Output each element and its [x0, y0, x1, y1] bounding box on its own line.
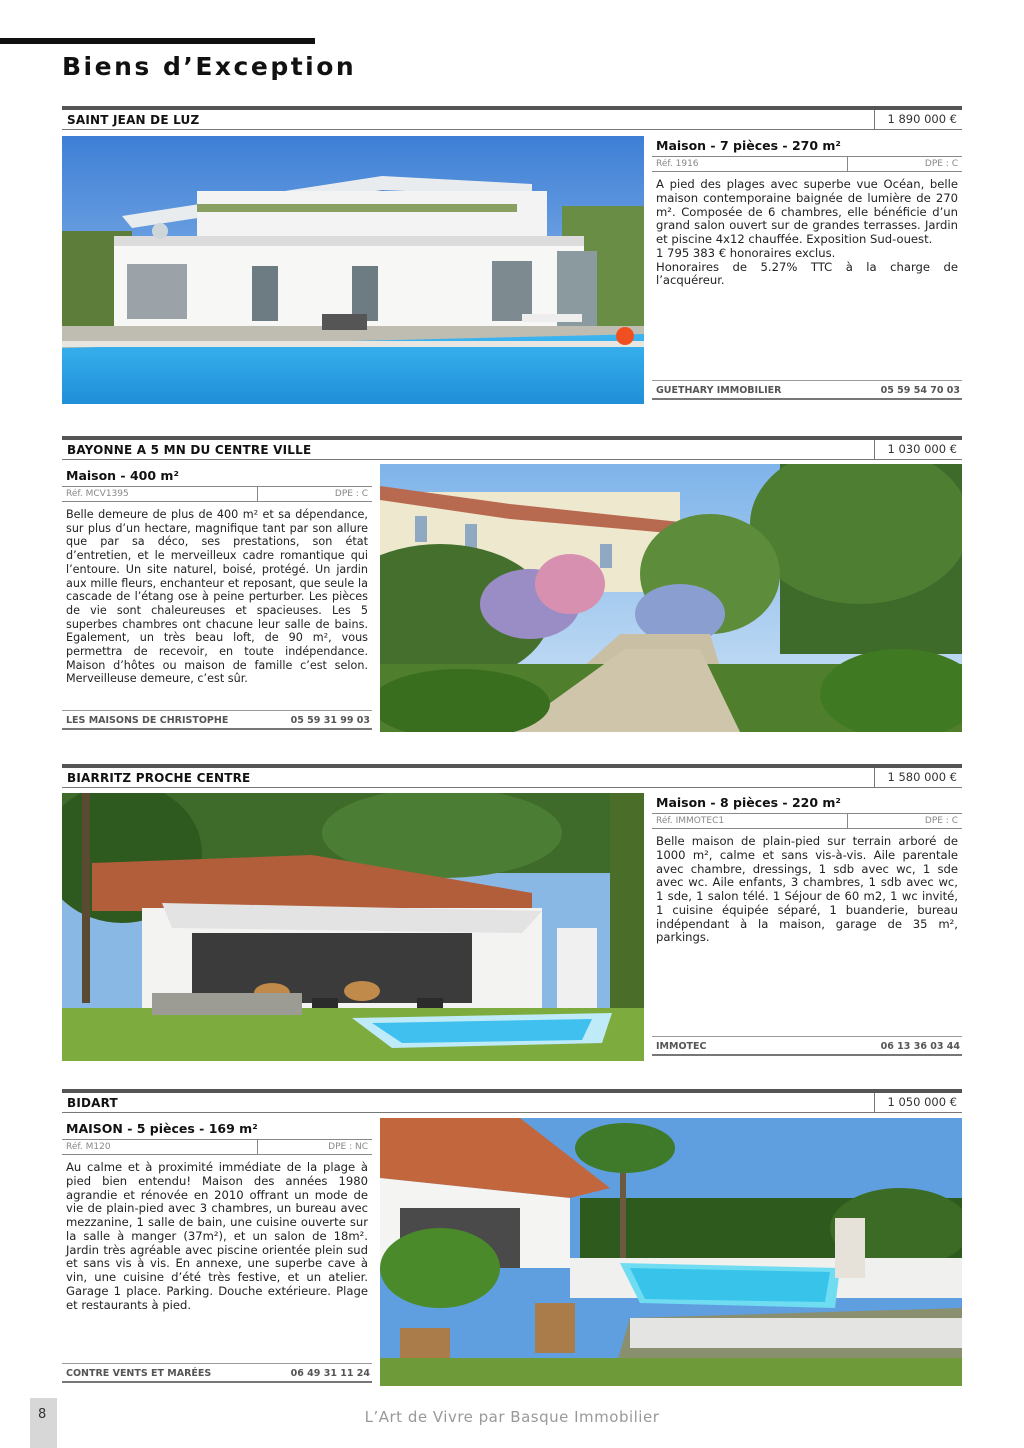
listing-bayonne[interactable] [62, 436, 962, 736]
page-footer-text: L’Art de Vivre par Basque Immobilier [364, 1408, 660, 1426]
ref-row [652, 156, 962, 172]
listing-bidart[interactable] [62, 1089, 962, 1389]
listing-details [652, 793, 962, 1033]
palm-garden-pool-photo [380, 1118, 962, 1386]
reference-number: Réf. M120 [66, 1142, 111, 1152]
country-manor-garden-photo [380, 464, 962, 732]
agency-phone[interactable]: 06 49 31 11 24 [290, 1368, 370, 1379]
listing-location: BIARRITZ PROCHE CENTRE [67, 771, 251, 785]
agency-name[interactable]: GUETHARY IMMOBILIER [656, 385, 782, 396]
property-type: Maison - 400 m² [66, 468, 179, 483]
agency-phone[interactable]: 05 59 31 99 03 [290, 715, 370, 726]
listing-header [62, 106, 962, 130]
listing-details [62, 466, 372, 706]
ref-row [62, 1139, 372, 1155]
modern-white-house-pool-photo [62, 136, 644, 404]
listing-location: BIDART [67, 1096, 118, 1110]
listing-price: 1 890 000 € [874, 110, 962, 129]
single-storey-house-pool-photo [62, 793, 644, 1061]
reference-number: Réf. IMMOTEC1 [656, 816, 725, 826]
ref-divider [257, 1140, 258, 1154]
listing-description: A pied des plages avec superbe vue Océan, belle maison contemporaine baignée de lumière de 270 m². Composée de 6 chambres, elle bénéficie d’un grand salon ouvert sur de grandes terrasses. Jardin et piscine 4x12 chauffée. Exposition Sud-ouest. 1 795 383 € honoraires exclus. Honoraires de 5.27% TTC à la charge de l’acquéreur. [656, 177, 958, 288]
listing-price: 1 580 000 € [874, 768, 962, 787]
listing-header [62, 764, 962, 788]
dpe-rating: DPE : C [924, 159, 958, 169]
listing-location: BAYONNE A 5 MN DU CENTRE VILLE [67, 443, 312, 457]
ref-divider [257, 487, 258, 501]
agency-name[interactable]: CONTRE VENTS ET MARÉES [66, 1368, 212, 1379]
listing-saint-jean-de-luz[interactable] [62, 106, 962, 408]
listing-description: Au calme et à proximité immédiate de la plage à pied bien entendu! Maison des années 1980 agrandie et rénovée en 2010 offrant un mode de vie de plain-pied avec 3 chambres, un bureau avec mezzanine, 1 salle de bain, une cuisine ouverte sur la salle à manger (37m²), et un salon de 18m². Jardin très agréable avec piscine orientée plein sud et sans vis à vis. En annexe, une superbe cave à vin, une cuisine d’été très festive, et un atelier. Garage 1 place. Parking. Douche extérieure. Plage et restaurants à pied. [66, 1160, 368, 1312]
property-type: Maison - 7 pièces - 270 m² [656, 138, 841, 153]
property-type: Maison - 8 pièces - 220 m² [656, 795, 841, 810]
agency-name[interactable]: LES MAISONS DE CHRISTOPHE [66, 715, 229, 726]
ref-row [652, 813, 962, 829]
listing-price: 1 030 000 € [874, 440, 962, 459]
listing-description: Belle demeure de plus de 400 m² et sa dépendance, sur plus d’un hectare, magnifique tant par son allure que par sa déco, ses prestations, son état d’entretien, et le merveilleux cadre romantique qui l’entoure. Un site naturel, boisé, protégé. Un jardin aux mille fleurs, enchanteur et reposant, que seule la cascade de l’étang ose à peine perturber. Les pièces de vie sont chaleureuses et spacieuses. Les 5 superbes chambres ont chacune leur salle de bains. Egalement, un très beau loft, de 90 m², vous permettra de recevoir, en toute indépendance. Maison d’hôtes ou maison de famille c’est selon. Merveilleuse demeure, c’est sûr. [66, 508, 368, 686]
dpe-rating: DPE : C [924, 816, 958, 826]
listing-header [62, 436, 962, 460]
listing-details [652, 136, 962, 376]
page-title: Biens d’Exception [62, 52, 357, 81]
listing-description: Belle maison de plain-pied sur terrain arboré de 1000 m², calme et sans vis-à-vis. Aile parentale avec chambre, dressings, 1 sdb avec wc, 1 sde avec wc. Aile enfants, 3 chambres, 1 sdb avec wc, 1 sde, 1 salon télé. 1 Séjour de 60 m2, 1 wc invité, 1 cuisine équipée séparé, 1 buanderie, bureau indépendant à la maison, garage de 35 m², parkings. [656, 834, 958, 945]
top-accent-bar [0, 38, 315, 44]
ref-divider [847, 157, 848, 171]
listing-header [62, 1089, 962, 1113]
dpe-rating: DPE : NC [328, 1142, 368, 1152]
ref-divider [847, 814, 848, 828]
agency-footer [652, 380, 962, 400]
agency-footer [62, 710, 372, 730]
agency-footer [652, 1036, 962, 1056]
agency-footer [62, 1363, 372, 1383]
listing-price: 1 050 000 € [874, 1093, 962, 1112]
property-type: MAISON - 5 pièces - 169 m² [66, 1121, 258, 1136]
agency-phone[interactable]: 06 13 36 03 44 [880, 1041, 960, 1052]
reference-number: Réf. MCV1395 [66, 489, 129, 499]
page-number: 8 [38, 1407, 47, 1422]
agency-name[interactable]: IMMOTEC [656, 1041, 707, 1052]
listing-details [62, 1119, 372, 1359]
ref-row [62, 486, 372, 502]
reference-number: Réf. 1916 [656, 159, 699, 169]
dpe-rating: DPE : C [334, 489, 368, 499]
agency-phone[interactable]: 05 59 54 70 03 [880, 385, 960, 396]
listing-biarritz[interactable] [62, 764, 962, 1066]
listing-location: SAINT JEAN DE LUZ [67, 113, 200, 127]
